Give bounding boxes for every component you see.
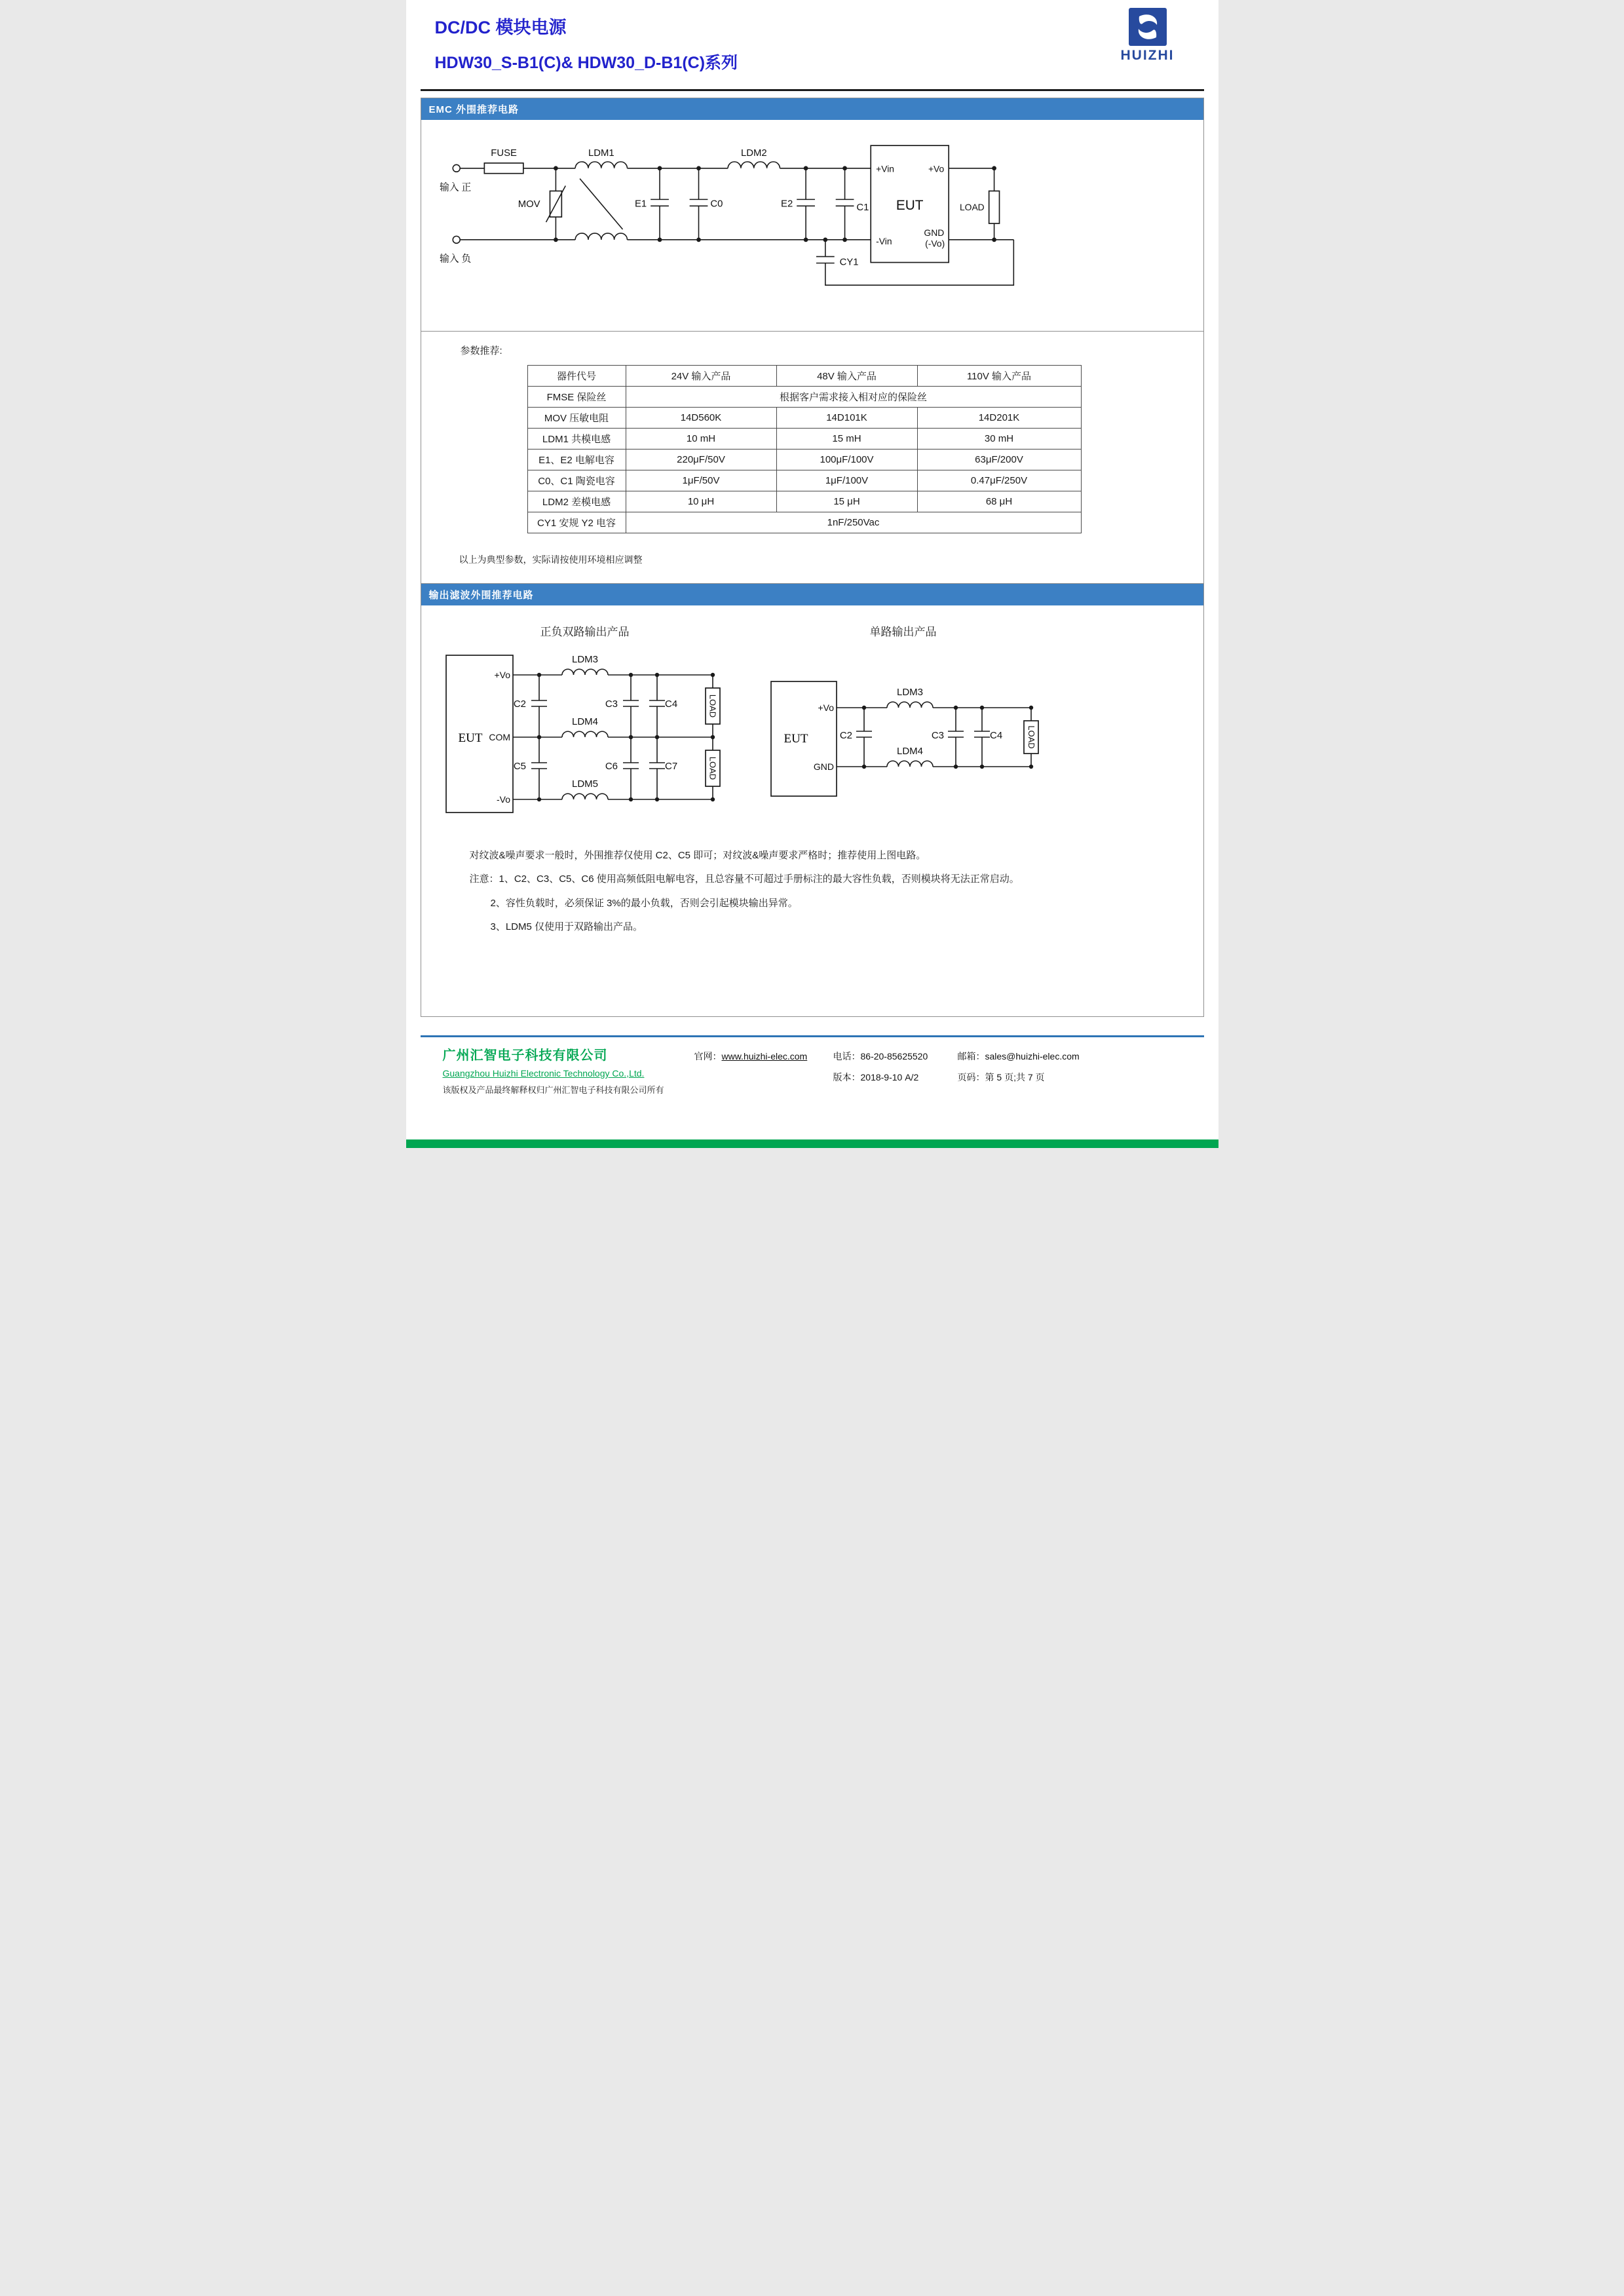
e1-capacitor-symbol	[651, 168, 669, 240]
e2-capacitor-symbol	[797, 168, 815, 240]
table-cell: 10 μH	[626, 491, 776, 512]
emc-section	[421, 98, 1204, 332]
cy1-label: CY1	[839, 257, 859, 268]
gnd-vo-label: (-Vo)	[924, 238, 945, 249]
header-divider	[421, 89, 1204, 91]
ldm5-label: LDM5	[571, 778, 598, 790]
input-positive-terminal	[453, 164, 460, 172]
fuse-symbol	[484, 163, 523, 174]
vo-pos-label: +Vo	[817, 702, 834, 713]
e2-label: E2	[780, 199, 793, 210]
e1-label: E1	[634, 199, 647, 210]
params-note: 以上为典型参数，实际请按使用环境相应调整	[459, 554, 643, 565]
vo-pos-label: +Vo	[928, 163, 944, 174]
ldm4-symbol	[887, 761, 933, 767]
ldm2-symbol	[728, 162, 780, 168]
table-cell: 100μF/100V	[776, 450, 917, 470]
c3-label: C3	[605, 698, 618, 710]
table-cell: 15 mH	[776, 429, 917, 450]
c3-capacitor-symbol	[948, 708, 964, 767]
table-row	[527, 429, 1081, 450]
gnd-label: GND	[813, 761, 834, 772]
c3-capacitor-symbol	[623, 675, 639, 737]
table-cell: C0、C1 陶瓷电容	[527, 470, 626, 491]
company-name-cn: 广州汇智电子科技有限公司	[442, 1048, 608, 1063]
single-circuit-title: 单路输出产品	[869, 626, 937, 638]
emc-circuit-diagram	[436, 129, 1189, 324]
eut-label: EUT	[896, 198, 924, 214]
c6-capacitor-symbol	[623, 737, 639, 799]
table-cell: FMSE 保险丝	[527, 387, 626, 408]
rails	[513, 675, 713, 799]
table-row	[527, 408, 1081, 429]
fuse-label: FUSE	[490, 147, 517, 159]
page-header	[406, 0, 1218, 73]
note-line: 对纹波&噪声要求一般时，外围推荐仅使用 C2、C5 即可；对纹波&噪声要求严格时；推荐使用上图电路。	[469, 850, 926, 861]
table-cell: 63μF/200V	[917, 450, 1081, 470]
table-cell: 根据客户需求接入相对应的保险丝	[626, 387, 1081, 408]
table-cell: LDM1 共模电感	[527, 429, 626, 450]
footer-green-bar	[406, 1139, 1218, 1148]
dual-circuit-title: 正负双路输出产品	[540, 626, 630, 638]
vo-pos-label: +Vo	[493, 670, 510, 680]
brand-name: HUIZHI	[1120, 48, 1175, 63]
ldm4-label: LDM4	[571, 716, 598, 727]
c1-capacitor-symbol	[835, 168, 854, 240]
emc-section-header: EMC 外围推荐电路	[421, 98, 1203, 120]
table-header-cell: 器件代号	[527, 366, 626, 387]
company-block	[443, 1044, 664, 1096]
c4-capacitor-symbol	[974, 708, 990, 767]
c5-label: C5	[513, 761, 526, 772]
ldm2-label: LDM2	[740, 147, 767, 159]
load-label: LOAD	[1026, 725, 1036, 749]
single-output-circuit-block	[766, 622, 1041, 822]
doc-title-line2: HDW30_S-B1(C)& HDW30_D-B1(C)系列	[434, 54, 738, 72]
table-cell: MOV 压敏电阻	[527, 408, 626, 429]
junction-dots	[861, 706, 1032, 769]
table-cell: 10 mH	[626, 429, 776, 450]
ldm1-label: LDM1	[588, 147, 614, 159]
ldm4-label: LDM4	[896, 746, 923, 757]
table-cell: 14D201K	[917, 408, 1081, 429]
website-item	[694, 1050, 808, 1063]
output-notes	[421, 822, 1203, 936]
c2-capacitor-symbol	[856, 708, 872, 767]
input-negative-terminal	[453, 236, 460, 243]
table-cell: E1、E2 电解电容	[527, 450, 626, 470]
mov-symbol	[546, 168, 565, 240]
table-row	[527, 450, 1081, 470]
page-footer	[406, 1035, 1218, 1148]
input-positive-label: 输入 正	[439, 182, 471, 193]
company-logo	[1107, 8, 1188, 64]
table-cell: CY1 安规 Y2 电容	[527, 512, 626, 533]
table-header-row	[527, 366, 1081, 387]
ldm3-label: LDM3	[896, 687, 923, 698]
c4-label: C4	[664, 698, 677, 710]
table-cell: 1nF/250Vac	[626, 512, 1081, 533]
c2-capacitor-symbol	[531, 675, 547, 737]
copyright-text: 该版权及产品最终解释权归广州汇智电子科技有限公司所有	[442, 1085, 664, 1095]
c2-label: C2	[513, 698, 526, 710]
table-row	[527, 470, 1081, 491]
params-label: 参数推荐:	[460, 345, 502, 356]
input-negative-label: 输入 负	[439, 254, 471, 265]
parameters-table	[527, 365, 1082, 533]
footer-divider	[421, 1035, 1204, 1037]
table-header-cell: 48V 输入产品	[776, 366, 917, 387]
load-label: LOAD	[959, 202, 985, 213]
page-number-item: 页码：第 5 页;共 7 页	[957, 1072, 1045, 1082]
table-cell: 0.47μF/250V	[917, 470, 1081, 491]
c2-label: C2	[839, 730, 852, 741]
phone-item: 电话：86-20-85625520	[833, 1051, 928, 1062]
table-cell: 14D560K	[626, 408, 776, 429]
c7-label: C7	[664, 761, 677, 772]
dual-output-circuit-diagram	[441, 645, 729, 822]
ldm3-symbol	[887, 702, 933, 708]
single-output-circuit-diagram	[766, 645, 1041, 822]
ldm5-symbol	[562, 794, 608, 799]
company-name-en: Guangzhou Huizhi Electronic Technology Co.,Ltd.	[442, 1068, 645, 1079]
datasheet-page	[406, 0, 1218, 1148]
table-cell: LDM2 差模电感	[527, 491, 626, 512]
table-header-cell: 110V 输入产品	[917, 366, 1081, 387]
website-url: www.huizhi-elec.com	[721, 1051, 808, 1062]
vin-neg-label: -Vin	[875, 235, 892, 246]
c4-label: C4	[989, 730, 1002, 741]
website-label: 官网：	[694, 1051, 722, 1062]
c0-capacitor-symbol	[689, 168, 708, 240]
c5-capacitor-symbol	[531, 737, 547, 799]
output-filter-section	[421, 583, 1204, 1017]
load-symbol	[989, 191, 999, 223]
table-cell: 15 μH	[776, 491, 917, 512]
table-row	[527, 387, 1081, 408]
c6-label: C6	[605, 761, 618, 772]
ldm3-symbol	[562, 669, 608, 675]
email-item: 邮箱：sales@huizhi-elec.com	[957, 1051, 1080, 1062]
huizhi-logo-icon	[1129, 8, 1167, 46]
eut-label: EUT	[458, 731, 482, 745]
c0-label: C0	[709, 199, 723, 210]
table-cell: 220μF/50V	[626, 450, 776, 470]
table-cell: 1μF/50V	[626, 470, 776, 491]
table-cell: 14D101K	[776, 408, 917, 429]
table-row	[527, 491, 1081, 512]
table-cell: 1μF/100V	[776, 470, 917, 491]
doc-title-line1: DC/DC 模块电源	[434, 18, 567, 37]
gnd-label: GND	[923, 227, 944, 238]
note-line: 3、LDM5 仅使用于双路输出产品。	[490, 921, 643, 932]
table-cell: 30 mH	[917, 429, 1081, 450]
table-header-cell: 24V 输入产品	[626, 366, 776, 387]
ldm3-label: LDM3	[571, 654, 598, 665]
parameters-section	[421, 331, 1204, 584]
output-section-header: 输出滤波外围推荐电路	[421, 584, 1203, 605]
note-line: 2、容性负载时，必须保证 3%的最小负载，否则会引起模块输出异常。	[490, 897, 798, 909]
eut-label: EUT	[784, 732, 808, 746]
c4-capacitor-symbol	[649, 675, 665, 737]
version-item: 版本：2018-9-10 A/2	[833, 1072, 919, 1082]
note-line: 注意：1、C2、C3、C5、C6 使用高频低阻电解电容，且总容量不可超过手册标注的最大容性负载，否则模块将无法正常启动。	[469, 873, 1019, 885]
output-circuits	[421, 605, 1203, 822]
com-label: COM	[488, 732, 510, 742]
c1-label: C1	[856, 202, 869, 214]
dual-output-circuit-block	[441, 622, 729, 822]
vin-pos-label: +Vin	[875, 163, 894, 174]
mov-label: MOV	[518, 199, 540, 210]
c7-capacitor-symbol	[649, 737, 665, 799]
emc-circuit-figure	[421, 120, 1203, 331]
load1-label: LOAD	[708, 694, 717, 718]
c3-label: C3	[931, 730, 944, 741]
table-cell: 68 μH	[917, 491, 1081, 512]
ldm1-symbol	[575, 162, 627, 240]
vo-neg-label: -Vo	[496, 794, 510, 805]
table-row	[527, 512, 1081, 533]
load2-label: LOAD	[708, 756, 717, 780]
ldm4-symbol	[562, 731, 608, 737]
